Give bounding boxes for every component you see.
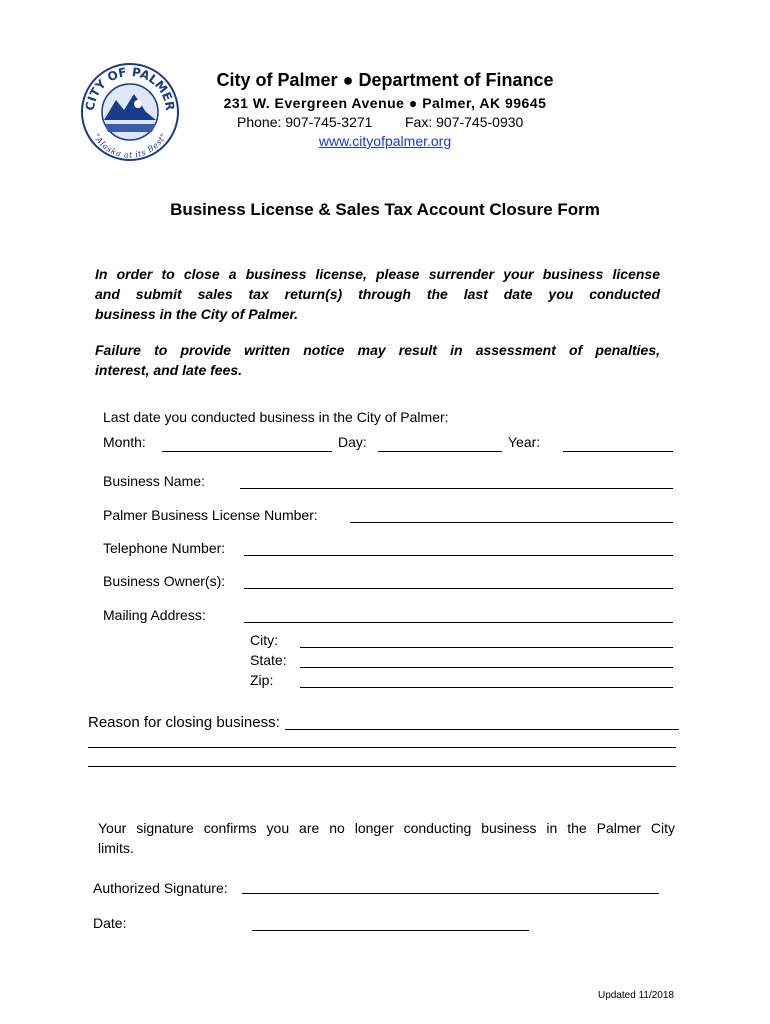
warning-line-1: Failure to provide written notice may result in assessment of penalties, (95, 342, 660, 358)
zip-label: Zip: (250, 672, 274, 688)
updated-note: Updated 11/2018 (598, 990, 674, 1001)
reason-field-line-3[interactable] (88, 766, 676, 767)
svg-text:"Alaska at its Best": "Alaska at its Best" (91, 132, 169, 160)
svg-text:CITY OF PALMER: CITY OF PALMER (82, 64, 178, 112)
owners-field[interactable] (244, 588, 673, 589)
city-seal (80, 62, 180, 167)
instruction-line-1: In order to close a business license, please surrender your business license (95, 266, 660, 282)
form-title: Business License & Sales Tax Account Closure Form (170, 200, 600, 219)
state-field[interactable] (300, 667, 673, 668)
reason-label: Reason for closing business: (88, 714, 280, 731)
year-label: Year: (508, 434, 541, 450)
instruction-line-2: and submit sales tax return(s) through the last date you conducted (95, 286, 660, 302)
confirmation-line-1: Your signature confirms you are no longer conducting business in the Palmer City (98, 820, 675, 836)
instruction-line-3: business in the City of Palmer. (95, 306, 299, 322)
license-number-label: Palmer Business License Number: (103, 507, 318, 523)
city-seal-icon (80, 62, 180, 162)
zip-field[interactable] (300, 687, 673, 688)
date-field[interactable] (252, 930, 529, 931)
telephone-label: Telephone Number: (103, 540, 226, 556)
day-label: Day: (338, 434, 367, 450)
phone-number: Phone: 907-745-3271 (237, 114, 373, 130)
license-number-field[interactable] (350, 522, 673, 523)
confirmation-line-2: limits. (98, 840, 134, 856)
mailing-address-label: Mailing Address: (103, 607, 206, 623)
state-label: State: (250, 652, 287, 668)
website-link[interactable]: www.cityofpalmer.org (318, 133, 452, 149)
address-line: 231 W. Evergreen Avenue ● Palmer, AK 99645 (223, 95, 547, 111)
fax-number: Fax: 907-745-0930 (405, 114, 524, 130)
business-name-field[interactable] (240, 488, 673, 489)
city-field[interactable] (300, 647, 673, 648)
org-heading: City of Palmer ● Department of Finance (216, 70, 554, 90)
last-date-heading: Last date you conducted business in the City of Palmer: (103, 409, 449, 425)
month-field[interactable] (162, 451, 332, 452)
owners-label: Business Owner(s): (103, 573, 226, 589)
month-label: Month: (103, 434, 146, 450)
business-name-label: Business Name: (103, 473, 205, 489)
mailing-address-field[interactable] (244, 622, 673, 623)
reason-field-line-1[interactable] (285, 729, 679, 730)
authorized-signature-label: Authorized Signature: (93, 880, 228, 896)
city-label: City: (250, 632, 278, 648)
reason-field-line-2[interactable] (88, 747, 676, 748)
date-label: Date: (93, 915, 127, 931)
signature-field[interactable] (242, 893, 659, 894)
warning-line-2: interest, and late fees. (95, 362, 243, 378)
day-field[interactable] (378, 451, 502, 452)
telephone-field[interactable] (244, 555, 673, 556)
year-field[interactable] (563, 451, 673, 452)
